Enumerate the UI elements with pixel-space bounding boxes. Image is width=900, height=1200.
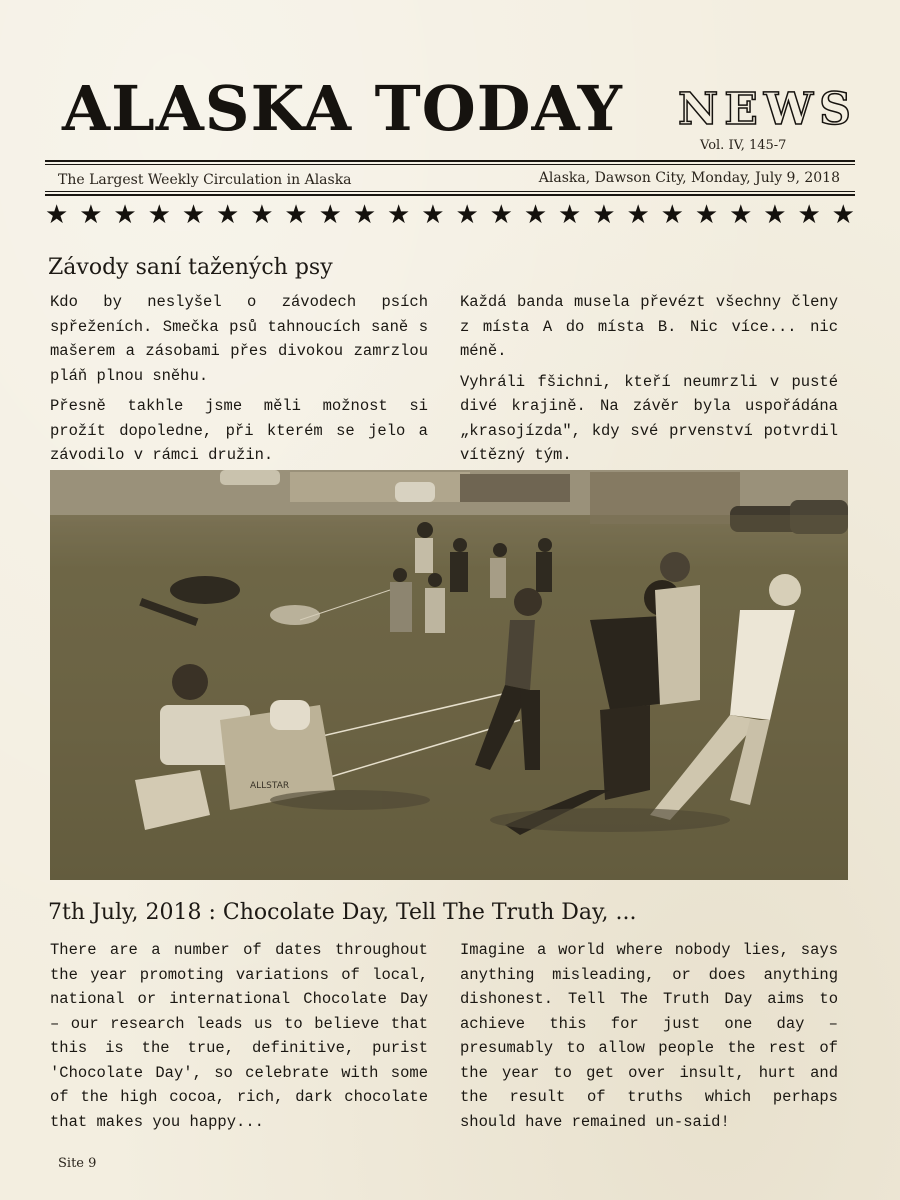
masthead-rule-top [45,160,855,162]
photo-car [220,470,280,485]
star-icon: ★ [489,200,513,230]
star-icon: ★ [763,200,787,230]
star-icon: ★ [181,200,206,230]
dateline: Alaska, Dawson City, Monday, July 9, 2018 [538,170,840,186]
star-icon: ★ [558,200,582,230]
star-icon: ★ [318,200,342,230]
article1-column-right [460,290,838,474]
photo-grass [50,515,848,880]
masthead-rule-top-thin [45,164,855,165]
star-icon: ★ [79,200,103,230]
star-icon: ★ [284,200,308,230]
article2-column-right [460,938,838,1140]
article1-col1-para1: Kdo by neslyšel o závodech psích spřeženích. Smečka psů tahnoucích saně s mašerem a zásobami přes divokou zamrzlou pláň plnou sněhu. [50,293,428,385]
page-number: Site 9 [58,1156,97,1171]
masthead-title: ALASKA TODAY [62,72,623,145]
masthead-news-label: NEWS [678,84,857,135]
star-icon: ★ [660,200,684,230]
box-label: ALLSTAR [250,781,290,791]
star-icon: ★ [523,200,548,230]
volume-number: Vol. IV, 145-7 [700,138,787,153]
masthead-rule-bottom-thick [45,194,855,196]
star-icon: ★ [113,200,137,230]
star-icon: ★ [729,200,753,230]
star-icon: ★ [387,200,411,230]
article2-col2-text: Imagine a world where nobody lies, says anything misleading, or does anything dishonest. Tell The Truth Day aims to achieve this for just one day – presumably to allow people the rest of the year to get over insult, hurt and the result of truths which perhaps should have remained un-said! [460,941,838,1131]
star-icon: ★ [626,200,650,230]
photo-illustration [50,470,848,880]
star-icon: ★ [250,200,274,230]
star-icon: ★ [831,200,855,230]
star-icon: ★ [797,200,821,230]
star-icon: ★ [455,200,479,230]
star-icon: ★ [45,200,69,230]
star-icon: ★ [216,200,240,230]
star-icon: ★ [592,200,616,230]
masthead-rule-bottom [45,191,855,192]
article1-headline: Závody saní tažených psy [48,255,333,280]
photo-car [395,482,435,502]
article1-col2-para2: Vyhráli fšichni, kteří neumrzli v pusté divé krajině. Na závěr byla uspořádána „krasojízda", kdy své prvenství potvrdil vítězný tým. [460,372,838,464]
star-icon: ★ [352,200,377,230]
tagline: The Largest Weekly Circulation in Alaska [58,172,352,188]
article1-col2-para1: Každá banda musela převézt všechny členy z místa A do místa B. Nic více... nic méně. [460,293,838,360]
article-photo-dog-sled-game [50,470,848,880]
photo-building [290,472,470,502]
article2-headline: 7th July, 2018 : Chocolate Day, Tell The Truth Day, ... [48,900,637,925]
star-icon: ★ [694,200,719,230]
star-icon: ★ [147,200,171,230]
article1-col1-para2: Přesně takhle jsme měli možnost si prožít dopoledne, při kterém se jelo a závodilo v rámci družin. [50,397,428,464]
article1-column-left [50,290,428,474]
article2-col1-text: There are a number of dates throughout the year promoting variations of local, national or international Chocolate Day – our research leads us to believe that this is the true, definitive, purist 'Chocolate Day', so celebrate with some of the high cocoa, rich, dark chocolate that makes you happy... [50,941,428,1131]
photo-building [460,474,570,502]
star-icon: ★ [421,200,445,230]
article2-column-left [50,938,428,1140]
star-divider [45,200,855,230]
